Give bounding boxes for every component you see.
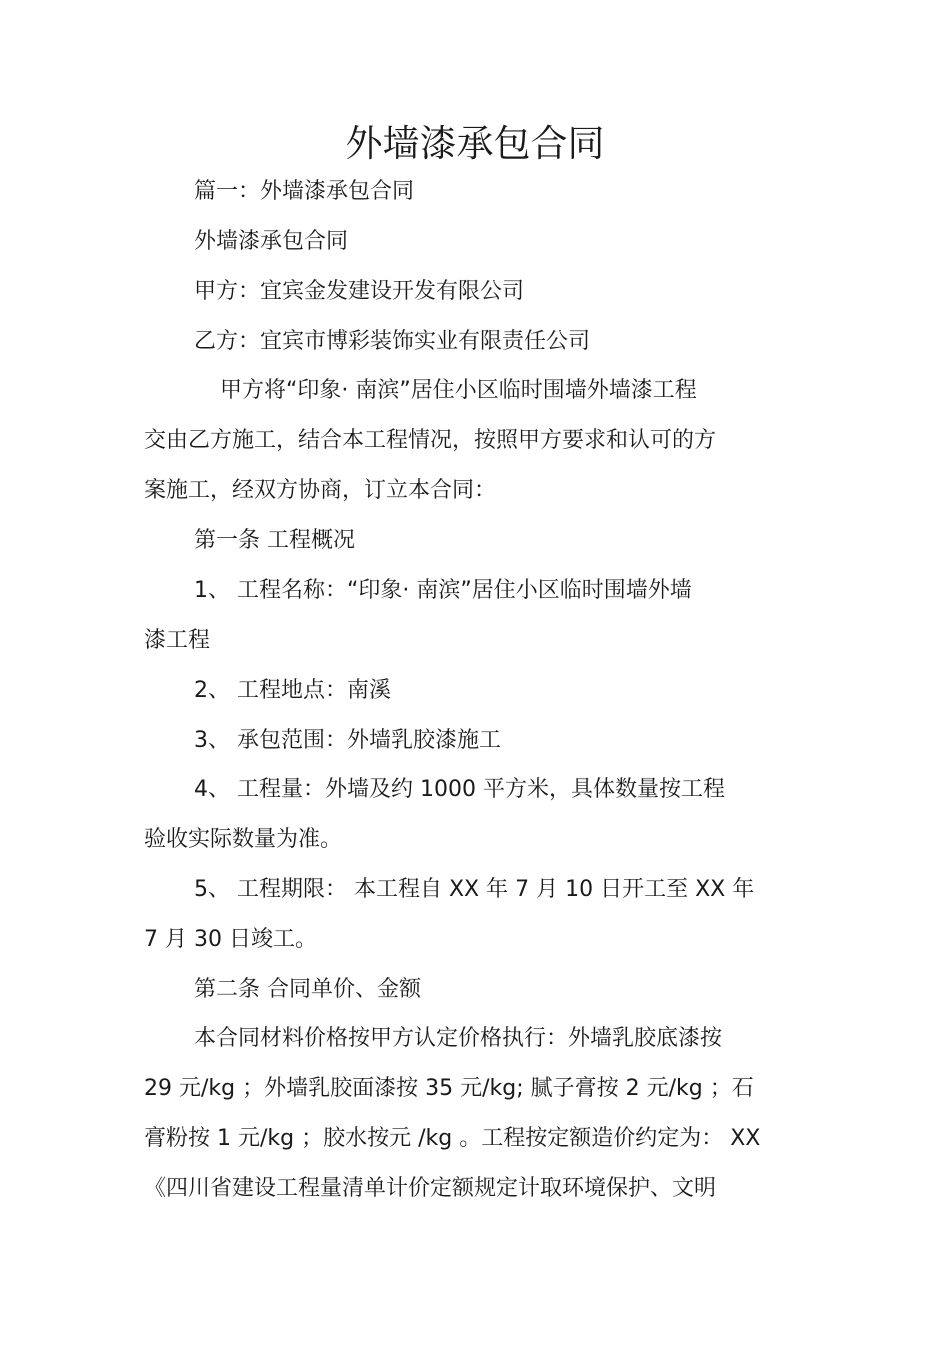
text-line: 29 元/kg ；外墙乳胶面漆按 35 元/kg; 腻子膏按 2 元/kg ；石 bbox=[144, 1076, 754, 1101]
text-line: 外墙漆承包合同 bbox=[194, 229, 349, 254]
text-line: 2、 工程地点：南溪 bbox=[194, 678, 391, 703]
text-line: 甲方：宜宾金发建设开发有限公司 bbox=[194, 279, 525, 304]
text-line: 交由乙方施工，结合本工程情况，按照甲方要求和认可的方 bbox=[144, 428, 717, 453]
text-line: 7 月 30 日竣工。 bbox=[144, 927, 317, 952]
text-line: 本合同材料价格按甲方认定价格执行：外墙乳胶底漆按 bbox=[194, 1026, 723, 1051]
text-line: 《四川省建设工程量清单计价定额规定计取环境保护、文明 bbox=[144, 1176, 717, 1201]
text-line: 验收实际数量为准。 bbox=[144, 827, 343, 852]
text-line: 甲方将“印象· 南滨”居住小区临时围墙外墙漆工程 bbox=[220, 378, 697, 403]
text-line: 5、 工程期限： 本工程自 XX 年 7 月 10 日开工至 XX 年 bbox=[194, 877, 755, 902]
text-line: 膏粉按 1 元/kg ；胶水按元 /kg 。工程按定额造价约定为： XX bbox=[144, 1126, 761, 1151]
text-line: 4、 工程量：外墙及约 1000 平方米，具体数量按工程 bbox=[194, 777, 725, 802]
section-heading: 第一条 工程概况 bbox=[194, 528, 355, 553]
text-line: 1、 工程名称：“印象· 南滨”居住小区临时围墙外墙 bbox=[194, 578, 692, 603]
document-title: 外墙漆承包合同 bbox=[345, 122, 605, 165]
text-line: 3、 承包范围：外墙乳胶漆施工 bbox=[194, 728, 501, 753]
text-line: 案施工，经双方协商，订立本合同： bbox=[144, 478, 497, 503]
text-line: 漆工程 bbox=[144, 628, 211, 653]
section-heading: 第二条 合同单价、金额 bbox=[194, 977, 421, 1002]
text-line: 篇一：外墙漆承包合同 bbox=[194, 179, 415, 204]
text-line: 乙方：宜宾市博彩装饰实业有限责任公司 bbox=[194, 329, 591, 354]
